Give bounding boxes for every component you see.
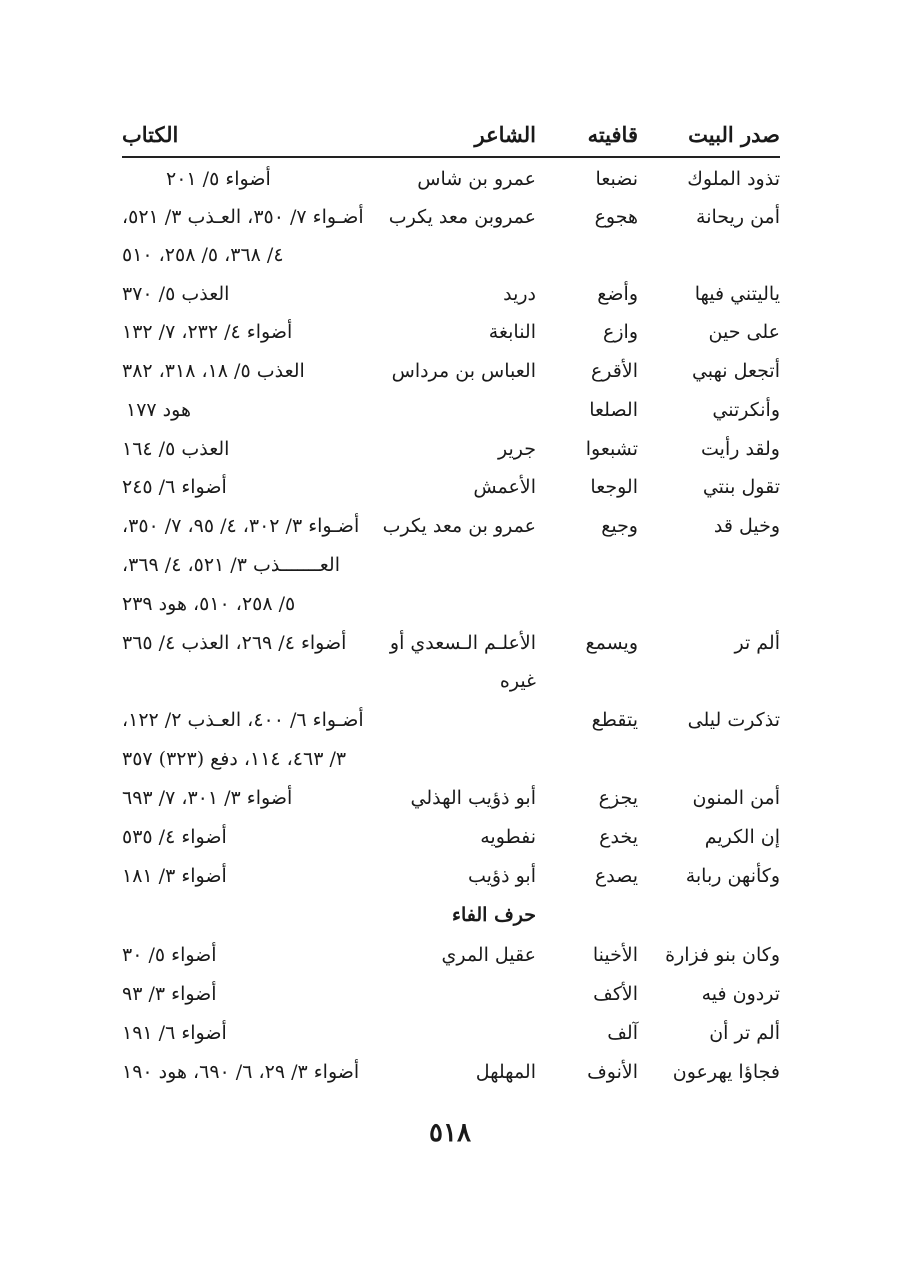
cell-poet: أبو ذؤيب الهذلي <box>410 787 536 809</box>
cell-sadr: ألم تر أن <box>709 1022 780 1044</box>
table-row <box>122 198 780 236</box>
section-heading <box>122 896 780 934</box>
cell-qafiya: هجوع <box>594 206 638 228</box>
table-row <box>122 275 780 313</box>
table-row <box>122 975 780 1013</box>
cell-book: أضواء ٣/ ٢٩، ٦/ ٦٩٠، هود ١٩٠ <box>122 1061 360 1083</box>
cell-book: ٤/ ٣٦٨، ٥/ ٢٥٨، ٥١٠ <box>122 244 284 266</box>
table-row <box>122 507 780 545</box>
section-heading-text: حرف الفاء <box>452 904 536 926</box>
table-row <box>122 391 780 429</box>
cell-book: العذب ٥/ ١٨، ٣١٨، ٣٨٢ <box>122 360 305 382</box>
table-row-continuation <box>122 236 780 274</box>
cell-book: أضـواء ٦/ ٤٠٠، العـذب ٢/ ١٢٢، <box>122 709 364 731</box>
cell-sadr: أمن ريحانة <box>696 206 780 228</box>
cell-sadr: ياليتني فيها <box>694 283 780 305</box>
cell-qafiya: نضبعا <box>595 168 638 190</box>
table-row <box>122 313 780 351</box>
cell-qafiya: يجزع <box>598 787 638 809</box>
cell-book: أضواء ٦/ ٢٤٥ <box>122 476 227 498</box>
cell-poet: الأعمش <box>473 476 536 498</box>
cell-poet: عمروبن معد يكرب <box>388 206 536 228</box>
cell-qafiya: يتقطع <box>591 709 638 731</box>
cell-book: العـــــــذب ٣/ ٥٢١، ٤/ ٣٦٩، <box>122 554 341 576</box>
header-poet: الشاعر <box>474 122 536 147</box>
cell-book: أضواء ٣/ ٣٠١، ٧/ ٦٩٣ <box>122 787 293 809</box>
cell-book: أضواء ٥/ ٣٠ <box>122 944 217 966</box>
cell-poet: نفطويه <box>480 826 536 848</box>
cell-sadr: ألم تر <box>734 632 780 654</box>
cell-sadr: وكان بنو فزارة <box>665 944 780 966</box>
cell-sadr: تذود الملوك <box>687 168 780 190</box>
cell-qafiya: الأكف <box>593 983 638 1005</box>
cell-sadr: إن الكريم <box>704 826 780 848</box>
table-row <box>122 1053 780 1091</box>
cell-book: أضواء ٣/ ١٨١ <box>122 865 227 887</box>
cell-poet: عمرو بن شاس <box>417 168 536 190</box>
cell-sadr: أمن المنون <box>692 787 780 809</box>
cell-sadr: وكأنهن ربابة <box>685 865 780 887</box>
cell-sadr: تذكرت ليلى <box>687 709 780 731</box>
cell-qafiya: وازع <box>603 321 638 343</box>
cell-qafiya: الأخينا <box>592 944 638 966</box>
cell-book: أضـواء ٧/ ٣٥٠، العـذب ٣/ ٥٢١، <box>122 206 364 228</box>
cell-poet: المهلهل <box>475 1061 536 1083</box>
cell-qafiya: الصلعا <box>589 399 638 421</box>
cell-qafiya: وجيع <box>601 515 638 537</box>
cell-qafiya: تشبعوا <box>585 438 638 460</box>
cell-qafiya: الوجعا <box>590 476 638 498</box>
cell-book: أضواء ٤/ ٢٦٩، العذب ٤/ ٣٦٥ <box>122 632 347 654</box>
table-row-continuation <box>122 740 780 778</box>
cell-sadr: فجاؤا يهرعون <box>672 1061 780 1083</box>
cell-book: أضـواء ٣/ ٣٠٢، ٤/ ٩٥، ٧/ ٣٥٠، <box>122 515 360 537</box>
cell-qafiya: وأضع <box>597 283 638 305</box>
cell-qafiya: آلف <box>607 1022 638 1044</box>
table-row <box>122 468 780 506</box>
table-header <box>122 116 780 156</box>
cell-poet: النابغة <box>488 321 536 343</box>
header-book: الكتاب <box>122 122 179 147</box>
cell-sadr: تردون فيه <box>701 983 780 1005</box>
cell-qafiya: يخدع <box>599 826 638 848</box>
table-row-continuation <box>122 585 780 623</box>
cell-book: العذب ٥/ ١٦٤ <box>122 438 230 460</box>
table-row <box>122 857 780 895</box>
page-number: ٥١٨ <box>429 1118 471 1148</box>
table-row <box>122 1014 780 1052</box>
table-row <box>122 160 780 198</box>
cell-qafiya: الأقرع <box>590 360 638 382</box>
cell-poet: دريد <box>503 283 536 305</box>
cell-qafiya: ويسمع <box>585 632 638 654</box>
cell-poet: عقيل المري <box>441 944 536 966</box>
cell-poet: الأعلـم الـسعدي أو <box>389 632 536 654</box>
cell-book: العذب ٥/ ٣٧٠ <box>122 283 230 305</box>
cell-poet: جرير <box>498 438 536 460</box>
cell-sadr: ولقد رأيت <box>701 438 780 460</box>
cell-poet: أبو ذؤيب <box>467 865 536 887</box>
cell-sadr: تقول بنتي <box>702 476 780 498</box>
header-sadr: صدر البيت <box>688 122 780 147</box>
header-qafiya: قافيته <box>587 122 638 147</box>
table-row <box>122 936 780 974</box>
cell-sadr: وخيل قد <box>713 515 780 537</box>
cell-book: أضواء ٤/ ٥٣٥ <box>122 826 227 848</box>
table-row <box>122 624 780 662</box>
table-row <box>122 818 780 856</box>
cell-poet: عمرو بن معد يكرب <box>382 515 536 537</box>
cell-book: أضواء ٤/ ٢٣٢، ٧/ ١٣٢ <box>122 321 293 343</box>
table-row <box>122 430 780 468</box>
cell-sadr: وأنكرتني <box>712 399 780 421</box>
cell-qafiya: الأنوف <box>587 1061 638 1083</box>
cell-book: ٣/ ٤٦٣، ١١٤، دفع (٣٢٣) ٣٥٧ <box>122 748 347 770</box>
cell-book: ٥/ ٢٥٨، ٥١٠، هود ٢٣٩ <box>122 593 296 615</box>
cell-poet: غيره <box>499 670 536 692</box>
cell-book: هود ١٧٧ <box>126 399 191 421</box>
cell-book: أضواء ٥/ ٢٠١ <box>166 168 271 190</box>
cell-book: أضواء ٦/ ١٩١ <box>122 1022 227 1044</box>
cell-sadr: على حين <box>708 321 780 343</box>
cell-sadr: أتجعل نهبي <box>691 360 780 382</box>
header-rule <box>122 156 780 158</box>
cell-qafiya: يصدع <box>594 865 638 887</box>
cell-poet: العباس بن مرداس <box>391 360 536 382</box>
table-row <box>122 352 780 390</box>
table-row <box>122 701 780 739</box>
table-row <box>122 779 780 817</box>
table-row-continuation <box>122 546 780 584</box>
cell-book: أضواء ٣/ ٩٣ <box>122 983 217 1005</box>
table-row-continuation <box>122 662 780 700</box>
